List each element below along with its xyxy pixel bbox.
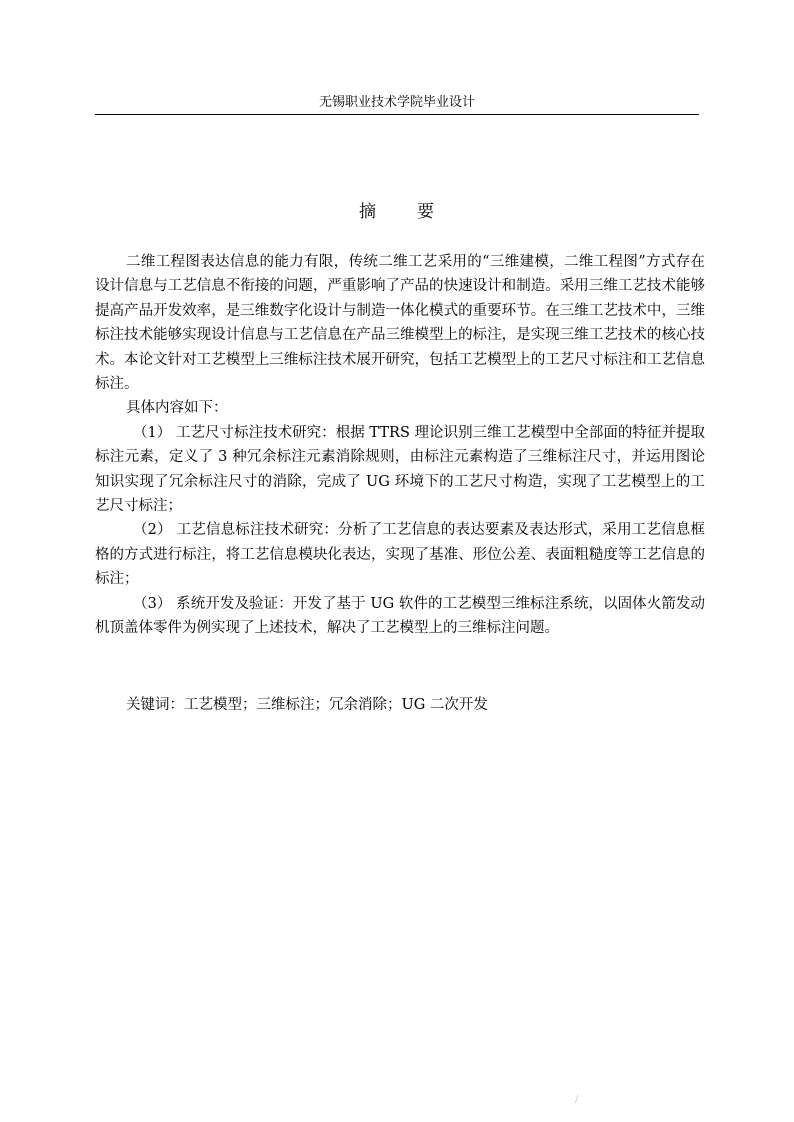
abstract-title-char-1: 摘 [359,202,377,222]
abstract-body [95,250,705,641]
abstract-paragraph-intro: 二维工程图表达信息的能力有限，传统二维工艺采用的“三维建模，二维工程图”方式存在设计信息与工艺信息不衔接的问题，严重影响了产品的快速设计和制造。采用三维工艺技术能够提高产品开发效率，是三维数字化设计与制造一体化模式的重要环节。在三维工艺技术中，三维标注技术能够实现设计信息与工艺信息在产品三维模型上的标注，是实现三维工艺技术的核心技术。本论文针对工艺模型上三维标注技术展开研究，包括工艺模型上的工艺尺寸标注和工艺信息标注。 [95,254,705,393]
abstract-item-1: （1） 工艺尺寸标注技术研究：根据 TTRS 理论识别三维工艺模型中全部面的特征并提取标注元素，定义了 3 种冗余标注元素消除规则，由标注元素构造了三维标注尺寸，并运用图论知识实现了冗余标注尺寸的消除，完成了 UG 环境下的工艺尺寸构造，实现了工艺模型上的工艺尺寸标注； [95,424,705,515]
abstract-title [95,200,699,224]
abstract-item-2: （2） 工艺信息标注技术研究：分析了工艺信息的表达要素及表达形式，采用工艺信息框格的方式进行标注，将工艺信息模块化表达，实现了基准、形位公差、表面粗糙度等工艺信息的标注； [95,522,705,588]
page-header: 无锡职业技术学院毕业设计 [318,95,475,110]
abstract-item-3: （3） 系统开发及验证：开发了基于 UG 软件的工艺模型三维标注系统，以固体火箭发动机顶盖体零件为例实现了上述技术，解决了工艺模型上的三维标注问题。 [95,595,705,637]
abstract-paragraph-contents-lead: 具体内容如下： [126,400,228,417]
page-mark: / [575,1094,579,1105]
header-rule [95,114,699,115]
keywords-line: 关键词：工艺模型；三维标注；冗余消除；UG 二次开发 [126,697,488,713]
abstract-title-char-2: 要 [417,202,435,222]
